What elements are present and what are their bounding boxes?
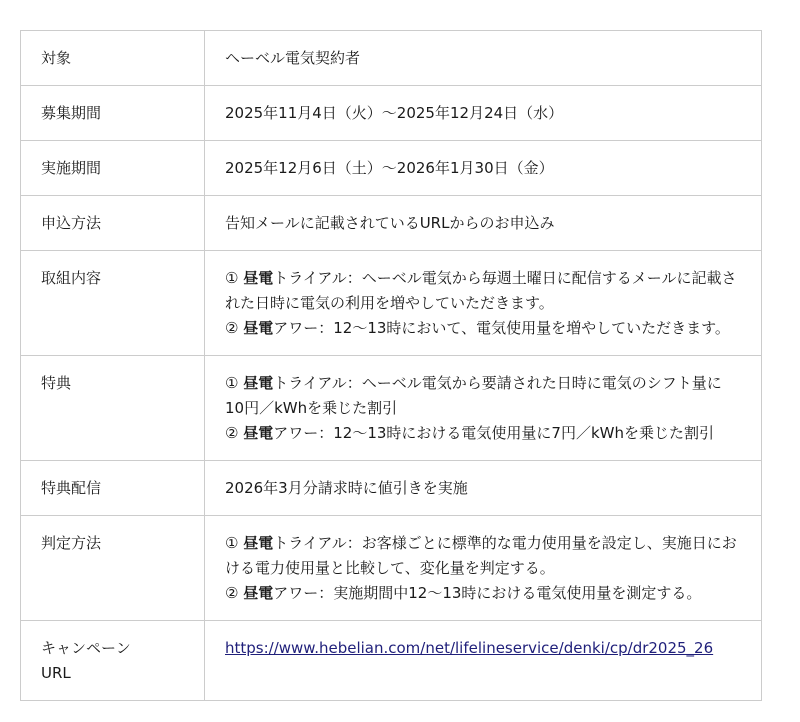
item-text: アワー：12～13時における電気使用量に7円／kWhを乗じた割引 <box>273 424 714 442</box>
item-text: アワー：実施期間中12～13時における電気使用量を測定する。 <box>273 584 702 602</box>
list-item <box>225 316 737 341</box>
item-bold-term: 昼電 <box>243 269 274 287</box>
item-bold-term: 昼電 <box>243 319 274 337</box>
list-item <box>225 266 737 316</box>
item-marker: ② <box>225 424 239 442</box>
row-label: 特典 <box>21 356 205 461</box>
table-row-judgment-method <box>21 516 762 621</box>
row-value: 2025年12月6日（土）～2026年1月30日（金） <box>205 141 762 196</box>
row-value <box>205 621 762 701</box>
list-item <box>225 371 737 421</box>
table-row-recruitment-period <box>21 86 762 141</box>
row-label: 特典配信 <box>21 461 205 516</box>
table-row-application-method <box>21 196 762 251</box>
row-value <box>205 356 762 461</box>
row-label <box>21 621 205 701</box>
row-value: 2026年3月分請求時に値引きを実施 <box>205 461 762 516</box>
row-label: 対象 <box>21 31 205 86</box>
item-text: アワー：12～13時において、電気使用量を増やしていただきます。 <box>273 319 730 337</box>
list-item <box>225 581 737 606</box>
row-label: 申込方法 <box>21 196 205 251</box>
item-bold-term: 昼電 <box>243 584 274 602</box>
row-label: 判定方法 <box>21 516 205 621</box>
item-marker: ① <box>225 269 239 287</box>
row-value: 告知メールに記載されているURLからのお申込み <box>205 196 762 251</box>
row-value: 2025年11月4日（火）～2025年12月24日（水） <box>205 86 762 141</box>
row-value <box>205 251 762 356</box>
item-marker: ① <box>225 374 239 392</box>
row-label-line: URL <box>41 664 71 682</box>
campaign-url-link[interactable]: https://www.hebelian.com/net/lifelineservice/denki/cp/dr2025_26 <box>225 639 714 657</box>
table-row-implementation-period <box>21 141 762 196</box>
table-row-activity-content <box>21 251 762 356</box>
row-label: 募集期間 <box>21 86 205 141</box>
campaign-info-table <box>20 30 762 701</box>
item-text: トライアル：ヘーベル電気から要請された日時に電気のシフト量に10円／kWhを乗じた割引 <box>225 374 722 417</box>
table-row-benefit-delivery <box>21 461 762 516</box>
item-marker: ① <box>225 534 239 552</box>
list-item <box>225 421 737 446</box>
row-label-line: キャンペーン <box>41 639 131 657</box>
item-bold-term: 昼電 <box>243 534 274 552</box>
item-marker: ② <box>225 584 239 602</box>
item-marker: ② <box>225 319 239 337</box>
row-label: 取組内容 <box>21 251 205 356</box>
table-row-benefits <box>21 356 762 461</box>
table-row-campaign-url <box>21 621 762 701</box>
table-row-target <box>21 31 762 86</box>
item-text: トライアル：ヘーベル電気から毎週土曜日に配信するメールに記載された日時に電気の利用を増やしていただきます。 <box>225 269 737 312</box>
item-bold-term: 昼電 <box>243 424 274 442</box>
item-bold-term: 昼電 <box>243 374 274 392</box>
row-label: 実施期間 <box>21 141 205 196</box>
row-value: ヘーベル電気契約者 <box>205 31 762 86</box>
row-value <box>205 516 762 621</box>
item-text: トライアル：お客様ごとに標準的な電力使用量を設定し、実施日における電力使用量と比較して、変化量を判定する。 <box>225 534 737 577</box>
list-item <box>225 531 737 581</box>
